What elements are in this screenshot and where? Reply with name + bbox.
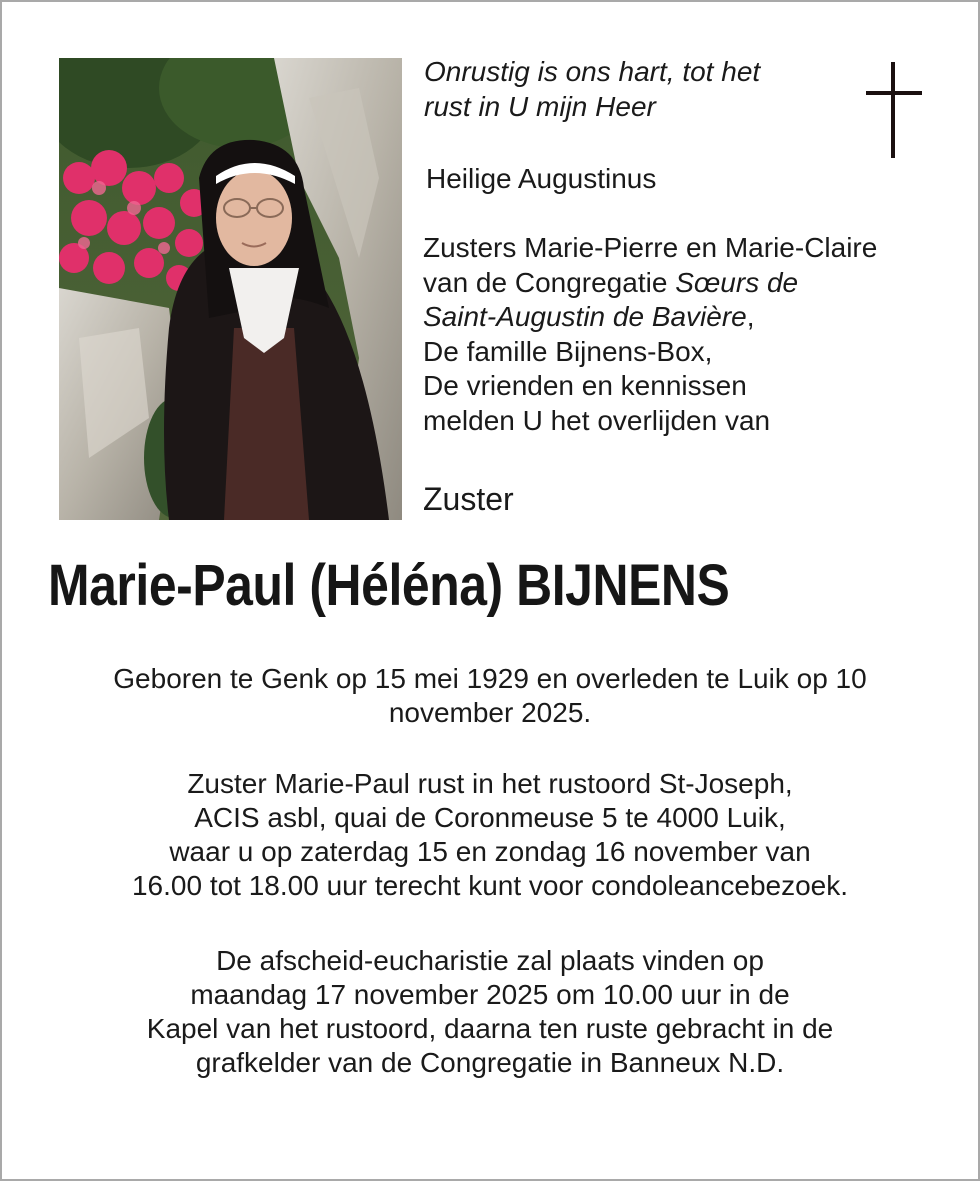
paragraph-line: Zuster Marie-Paul rust in het rustoord St-Joseph, [187, 768, 793, 799]
funeral-paragraph [40, 944, 940, 1080]
announcer-line: Zusters Marie-Pierre en Marie-Claire [423, 232, 878, 263]
paragraph-line: Kapel van het rustoord, daarna ten ruste gebracht in de [146, 1013, 834, 1044]
quote [424, 55, 760, 124]
announcer-line: De vrienden en kennissen [423, 370, 747, 401]
deceased-name: Marie-Paul (Héléna) BIJNENS [48, 553, 730, 618]
announcer-text: van de Congregatie [423, 266, 676, 298]
announcer-line: melden U het overlijden van [423, 404, 771, 436]
quote-line: Onrustig is ons hart, tot het [424, 56, 761, 87]
congregation-name: Saint-Augustin de Bavière [423, 301, 747, 332]
paragraph-line: 16.00 tot 18.00 uur terecht kunt voor condoleancebezoek. [131, 870, 849, 901]
paragraph-line: ACIS asbl, quai de Coronmeuse 5 te 4000 Luik, [194, 802, 786, 833]
cross-icon [864, 60, 924, 160]
paragraph-line: grafkelder van de Congregatie in Banneux N.D. [195, 1047, 785, 1078]
announcer-line [423, 300, 877, 335]
paragraph-line: De afscheid-eucharistie zal plaats vinden op [216, 945, 764, 976]
congregation-name: Sœurs de [675, 266, 799, 298]
paragraph-line: november 2025. [388, 697, 592, 728]
visitation-paragraph [40, 767, 940, 903]
announcer-line: De famille Bijnens-Box, [423, 335, 713, 367]
paragraph-line: waar u op zaterdag 15 en zondag 16 november van [169, 836, 811, 867]
announcer-text: , [746, 301, 755, 332]
title-word: Zuster [423, 481, 514, 517]
paragraph-line: Geboren te Genk op 15 mei 1929 en overleden te Luik op 10 [113, 663, 867, 694]
birth-death-paragraph [40, 662, 940, 730]
quote-author: Heilige Augustinus [426, 163, 657, 194]
paragraph-line: maandag 17 november 2025 om 10.00 uur in de [190, 979, 790, 1010]
quote-line: rust in U mijn Heer [424, 90, 656, 122]
announcers [423, 231, 877, 438]
announcer-line [423, 266, 877, 301]
portrait-photo [59, 58, 402, 520]
